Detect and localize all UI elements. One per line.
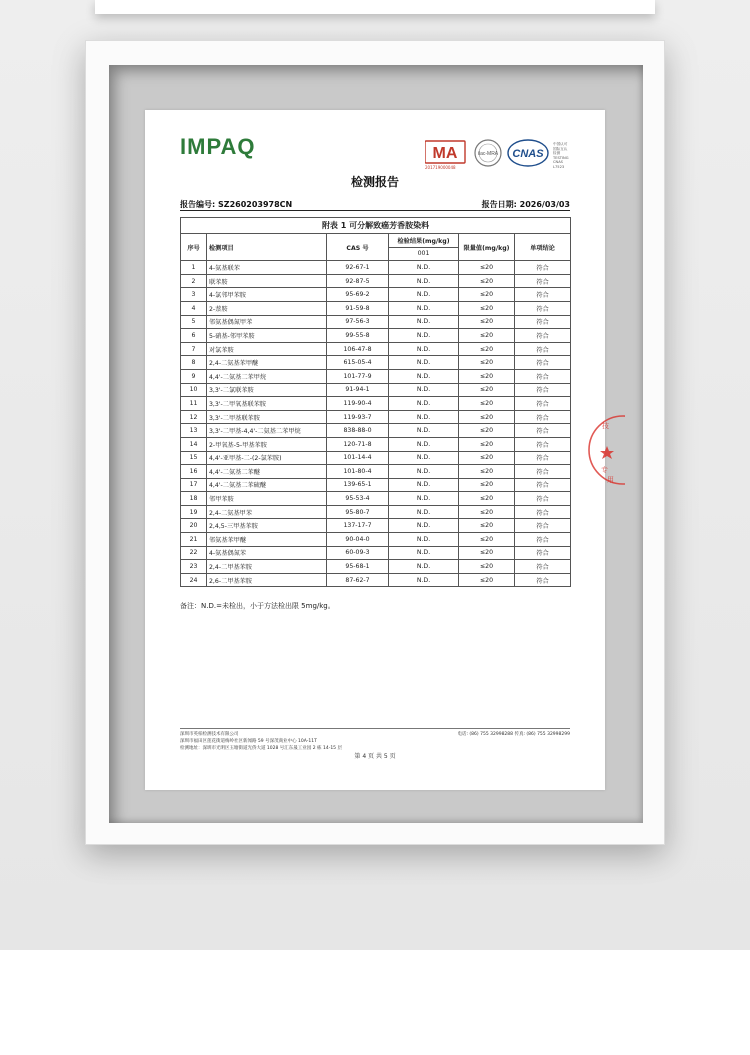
cell-cas: 101-80-4 — [327, 465, 389, 479]
cell-item: 4,4'-亚甲基-二-(2-氯苯胺) — [207, 451, 327, 465]
cell-conclusion: 符合 — [515, 560, 571, 574]
table-row — [181, 519, 571, 533]
table-row — [181, 369, 571, 383]
cell-result: N.D. — [389, 533, 459, 547]
cell-cas: 838-88-0 — [327, 424, 389, 438]
ilac-logo-text: ilac-MRA — [477, 151, 499, 157]
cell-result: N.D. — [389, 492, 459, 506]
table-header-row — [181, 234, 571, 248]
cell-result: N.D. — [389, 315, 459, 329]
cell-result: N.D. — [389, 274, 459, 288]
cell-item: 2-萘胺 — [207, 301, 327, 315]
cell-seq: 13 — [181, 424, 207, 438]
cell-item: 4,4'-二氨基二苯甲烷 — [207, 369, 327, 383]
cell-limit: ≤20 — [459, 369, 515, 383]
cell-conclusion: 符合 — [515, 573, 571, 587]
cell-item: 4,4'-二氨基二苯硫醚 — [207, 478, 327, 492]
cell-cas: 91-59-8 — [327, 301, 389, 315]
cell-item: 5-硝基-邻甲苯胺 — [207, 329, 327, 343]
cell-result: N.D. — [389, 356, 459, 370]
cell-conclusion: 符合 — [515, 383, 571, 397]
footer-address: 深圳市福田区莲花街道梅岭社区新闻路 59 号深茂商业中心 10A-11T — [180, 739, 317, 744]
cell-result: N.D. — [389, 560, 459, 574]
table-row — [181, 437, 571, 451]
cell-cas: 119-93-7 — [327, 410, 389, 424]
cell-result: N.D. — [389, 369, 459, 383]
cell-cas: 90-04-0 — [327, 533, 389, 547]
cell-result: N.D. — [389, 519, 459, 533]
cell-limit: ≤20 — [459, 437, 515, 451]
cell-seq: 9 — [181, 369, 207, 383]
cell-limit: ≤20 — [459, 465, 515, 479]
table-row — [181, 478, 571, 492]
header-cas: CAS 号 — [327, 234, 389, 261]
report-page — [145, 110, 614, 790]
seal-char: 用 — [607, 476, 614, 484]
cell-item: 4,4'-二氨基二苯醚 — [207, 465, 327, 479]
cell-item: 2,4,5-三甲基苯胺 — [207, 519, 327, 533]
cell-limit: ≤20 — [459, 560, 515, 574]
cell-limit: ≤20 — [459, 505, 515, 519]
cell-seq: 1 — [181, 261, 207, 275]
cell-limit: ≤20 — [459, 356, 515, 370]
cell-limit: ≤20 — [459, 274, 515, 288]
cnas-logo — [508, 140, 548, 166]
seal-char: 技 — [602, 422, 609, 430]
header-item: 检测项目 — [207, 234, 327, 261]
cell-limit: ≤20 — [459, 397, 515, 411]
table-row — [181, 356, 571, 370]
header-rule — [180, 210, 570, 211]
cell-seq: 3 — [181, 288, 207, 302]
cell-item: 邻甲苯胺 — [207, 492, 327, 506]
cell-seq: 20 — [181, 519, 207, 533]
cell-seq: 24 — [181, 573, 207, 587]
cell-seq: 10 — [181, 383, 207, 397]
cell-item: 2,4-二氨基甲苯 — [207, 505, 327, 519]
table-row — [181, 274, 571, 288]
table-row — [181, 288, 571, 302]
cell-limit: ≤20 — [459, 315, 515, 329]
cell-conclusion: 符合 — [515, 315, 571, 329]
table-caption: 附表 1 可分解致癌芳香胺染料 — [181, 218, 571, 234]
cell-conclusion: 符合 — [515, 424, 571, 438]
cell-result: N.D. — [389, 329, 459, 343]
cell-seq: 19 — [181, 505, 207, 519]
cnas-caption — [553, 142, 575, 169]
cell-cas: 92-87-5 — [327, 274, 389, 288]
cell-seq: 17 — [181, 478, 207, 492]
cell-seq: 12 — [181, 410, 207, 424]
cell-cas: 95-80-7 — [327, 505, 389, 519]
impaq-logo: IMPAQ — [180, 134, 256, 159]
cell-limit: ≤20 — [459, 342, 515, 356]
cell-limit: ≤20 — [459, 288, 515, 302]
cnas-caption-line: 中国认可 — [553, 142, 568, 146]
cell-conclusion: 符合 — [515, 546, 571, 560]
ma-code: 201719000048 — [425, 165, 456, 170]
cnas-caption-line: 检测 — [553, 151, 561, 155]
header-sample-id: 001 — [389, 247, 459, 261]
cell-conclusion: 符合 — [515, 261, 571, 275]
footer-company: 深圳市英柏检测技术有限公司 — [180, 732, 239, 737]
cell-conclusion: 符合 — [515, 437, 571, 451]
cell-cas: 97-56-3 — [327, 315, 389, 329]
ma-logo-text: MA — [432, 145, 458, 162]
header-seq: 序号 — [181, 234, 207, 261]
cell-item: 4-氨基联苯 — [207, 261, 327, 275]
cell-limit: ≤20 — [459, 424, 515, 438]
cell-conclusion: 符合 — [515, 465, 571, 479]
cell-conclusion: 符合 — [515, 288, 571, 302]
table-row — [181, 424, 571, 438]
cell-limit: ≤20 — [459, 410, 515, 424]
table-note: 备注：N.D.=未检出，小于方法检出限 5mg/kg。 — [180, 602, 335, 610]
table-row — [181, 546, 571, 560]
cell-seq: 5 — [181, 315, 207, 329]
report-number — [180, 199, 292, 210]
results-table — [180, 217, 571, 587]
ilac-mra-logo — [475, 140, 501, 166]
cell-limit: ≤20 — [459, 329, 515, 343]
cell-item: 3,3'-二甲基-4,4'-二氨基二苯甲烷 — [207, 424, 327, 438]
cell-item: 3,3'-二氯联苯胺 — [207, 383, 327, 397]
cell-seq: 14 — [181, 437, 207, 451]
cell-result: N.D. — [389, 424, 459, 438]
cell-cas: 95-69-2 — [327, 288, 389, 302]
cell-item: 2-甲氧基-5-甲基苯胺 — [207, 437, 327, 451]
cell-conclusion: 符合 — [515, 274, 571, 288]
cell-result: N.D. — [389, 383, 459, 397]
cnas-caption-line: CNAS L7523 — [553, 160, 565, 169]
cnas-caption-line: TESTING — [553, 155, 569, 160]
cell-conclusion: 符合 — [515, 410, 571, 424]
report-date-label: 报告日期: — [481, 200, 517, 209]
report-number-label: 报告编号: — [180, 200, 216, 209]
table-row — [181, 573, 571, 587]
cell-limit: ≤20 — [459, 478, 515, 492]
upper-frame-edge — [95, 0, 655, 14]
cell-conclusion: 符合 — [515, 492, 571, 506]
cell-conclusion: 符合 — [515, 329, 571, 343]
table-row — [181, 383, 571, 397]
cell-cas: 120-71-8 — [327, 437, 389, 451]
header-conclusion: 单项结论 — [515, 234, 571, 261]
table-row — [181, 301, 571, 315]
cell-conclusion: 符合 — [515, 342, 571, 356]
cell-limit: ≤20 — [459, 261, 515, 275]
cell-cas: 60-09-3 — [327, 546, 389, 560]
cell-result: N.D. — [389, 451, 459, 465]
cell-limit: ≤20 — [459, 451, 515, 465]
cell-limit: ≤20 — [459, 573, 515, 587]
cell-limit: ≤20 — [459, 533, 515, 547]
table-row — [181, 315, 571, 329]
cell-result: N.D. — [389, 301, 459, 315]
cell-conclusion: 符合 — [515, 451, 571, 465]
cell-seq: 15 — [181, 451, 207, 465]
cell-seq: 22 — [181, 546, 207, 560]
cell-cas: 615-05-4 — [327, 356, 389, 370]
cell-cas: 91-94-1 — [327, 383, 389, 397]
cell-seq: 16 — [181, 465, 207, 479]
seal-star-icon — [600, 446, 614, 459]
cnas-logo-text: CNAS — [512, 148, 544, 160]
cell-limit: ≤20 — [459, 546, 515, 560]
footer-rule — [180, 728, 570, 729]
table-row — [181, 342, 571, 356]
cell-seq: 6 — [181, 329, 207, 343]
header-limit: 限量值(mg/kg) — [459, 234, 515, 261]
cell-conclusion: 符合 — [515, 533, 571, 547]
cell-seq: 4 — [181, 301, 207, 315]
cell-seq: 8 — [181, 356, 207, 370]
cell-result: N.D. — [389, 505, 459, 519]
cell-result: N.D. — [389, 410, 459, 424]
cell-seq: 2 — [181, 274, 207, 288]
cell-cas: 92-67-1 — [327, 261, 389, 275]
report-title: 检测报告 — [350, 175, 399, 189]
footer-lab-address: 检测地址：深圳市光明区玉塘街道光侨大道 1028 号汇东晟工业园 2 栋 14-15 层 — [180, 746, 342, 751]
cell-result: N.D. — [389, 478, 459, 492]
cell-conclusion: 符合 — [515, 356, 571, 370]
seal-graphic — [585, 410, 625, 490]
cell-cas: 139-65-1 — [327, 478, 389, 492]
cell-seq: 23 — [181, 560, 207, 574]
header-result: 检验结果(mg/kg) — [389, 234, 459, 248]
table-row — [181, 505, 571, 519]
cell-item: 对氯苯胺 — [207, 342, 327, 356]
cell-conclusion: 符合 — [515, 505, 571, 519]
cell-item: 2,6-二甲基苯胺 — [207, 573, 327, 587]
seal-char: 专 — [601, 466, 608, 474]
table-row — [181, 492, 571, 506]
cell-result: N.D. — [389, 465, 459, 479]
report-date-value: 2026/03/03 — [519, 200, 570, 209]
table-row — [181, 397, 571, 411]
cell-cas: 119-90-4 — [327, 397, 389, 411]
cell-limit: ≤20 — [459, 492, 515, 506]
cell-seq: 7 — [181, 342, 207, 356]
cell-result: N.D. — [389, 261, 459, 275]
cell-limit: ≤20 — [459, 383, 515, 397]
cell-result: N.D. — [389, 342, 459, 356]
cell-item: 4-氨基偶氮苯 — [207, 546, 327, 560]
cell-conclusion: 符合 — [515, 478, 571, 492]
report-number-value: SZ260203978CN — [218, 200, 293, 209]
cell-item: 2,4-二甲基苯胺 — [207, 560, 327, 574]
report-date — [482, 199, 570, 210]
cell-conclusion: 符合 — [515, 301, 571, 315]
cell-result: N.D. — [389, 397, 459, 411]
cell-item: 4-氯邻甲苯胺 — [207, 288, 327, 302]
cell-conclusion: 符合 — [515, 369, 571, 383]
cell-cas: 95-68-1 — [327, 560, 389, 574]
cell-item: 邻氨基偶氮甲苯 — [207, 315, 327, 329]
footer-phone: 电话: (86) 755 32998288 传真: (86) 755 32998299 — [457, 732, 570, 737]
cell-seq: 18 — [181, 492, 207, 506]
page-number: 第 4 页 共 5 页 — [354, 753, 396, 760]
cell-cas: 106-47-8 — [327, 342, 389, 356]
table-row — [181, 329, 571, 343]
cell-limit: ≤20 — [459, 301, 515, 315]
cell-item: 3,3'-二甲氧基联苯胺 — [207, 397, 327, 411]
cell-cas: 137-17-7 — [327, 519, 389, 533]
cell-limit: ≤20 — [459, 519, 515, 533]
cell-item: 联苯胺 — [207, 274, 327, 288]
cell-result: N.D. — [389, 288, 459, 302]
red-seal-stamp — [585, 410, 625, 490]
cell-cas: 99-55-8 — [327, 329, 389, 343]
table-row — [181, 451, 571, 465]
cell-item: 2,4-二氨基苯甲醚 — [207, 356, 327, 370]
cnas-caption-line: 国际互认 — [553, 146, 568, 151]
cell-cas: 87-62-7 — [327, 573, 389, 587]
cell-conclusion: 符合 — [515, 397, 571, 411]
cell-cas: 101-14-4 — [327, 451, 389, 465]
cell-cas: 101-77-9 — [327, 369, 389, 383]
cell-item: 3,3'-二甲基联苯胺 — [207, 410, 327, 424]
table-row — [181, 533, 571, 547]
table-row — [181, 560, 571, 574]
table-row — [181, 410, 571, 424]
cell-result: N.D. — [389, 546, 459, 560]
cell-seq: 11 — [181, 397, 207, 411]
table-row — [181, 261, 571, 275]
cell-seq: 21 — [181, 533, 207, 547]
table-caption-row — [181, 218, 571, 234]
cell-item: 邻氨基苯甲醚 — [207, 533, 327, 547]
cell-cas: 95-53-4 — [327, 492, 389, 506]
cell-conclusion: 符合 — [515, 519, 571, 533]
ma-logo — [425, 141, 465, 163]
cell-result: N.D. — [389, 437, 459, 451]
table-row — [181, 465, 571, 479]
certification-logos — [425, 138, 575, 172]
cell-result: N.D. — [389, 573, 459, 587]
